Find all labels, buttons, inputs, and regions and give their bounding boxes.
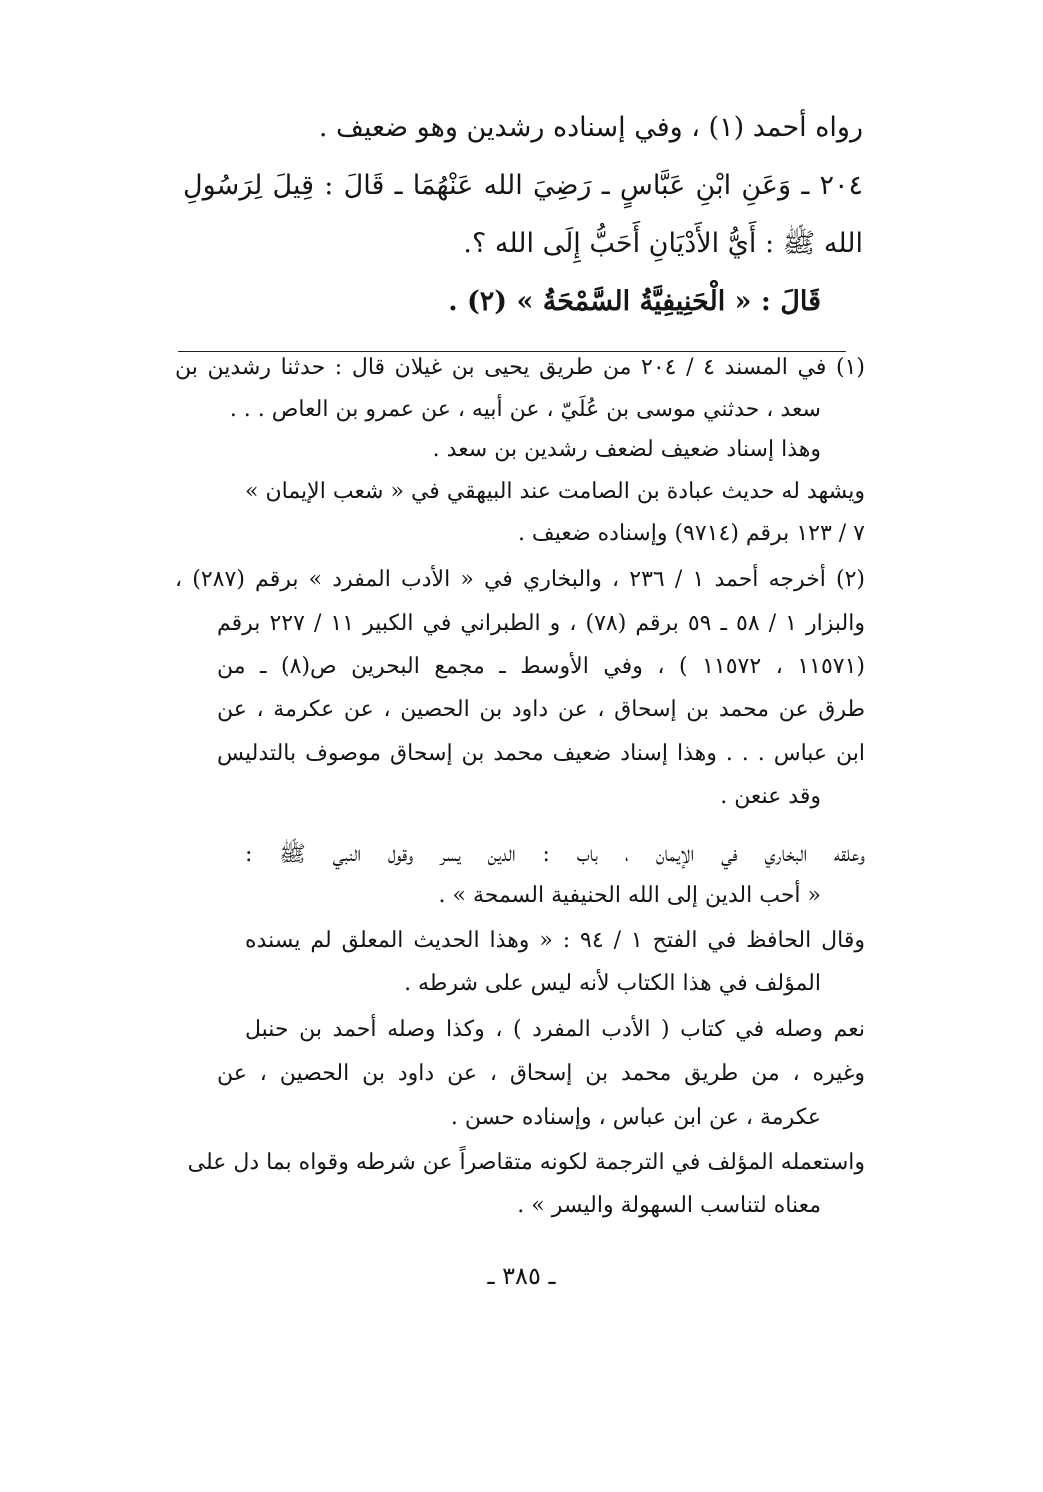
footnote-2-line-5: ابن عباس . . . وهذا إسناد ضعيف محمد بن إسحاق موصوف بالتدليس: [217, 741, 865, 766]
footnote-2-line-15: معناه لتناسب السهولة واليسر » .: [517, 1193, 821, 1218]
footnote-2-line-13: عكرمة ، عن ابن عباس ، وإسناده حسن .: [450, 1105, 821, 1130]
footnote-1-line-1: (١) في المسند ٤ / ٢٠٤ من طريق يحيى بن غيلان قال : حدثنا رشدين بن: [175, 355, 865, 380]
footnote-2-line-9: وقال الحافظ في الفتح ١ / ٩٤ : « وهذا الحديث المعلق لم يسنده: [245, 928, 865, 953]
hadith-204-line-2: الله ﷺ : أَيُّ الأَدْيَانِ أَحَبُّ إِلَى الله ؟.: [463, 228, 863, 259]
footnote-2-line-12: وغيره ، من طريق محمد بن إسحاق ، عن داود بن الحصين ، عن: [217, 1061, 865, 1086]
footnote-separator: [178, 351, 846, 352]
footnote-2-line-2: والبزار ١ / ٥٨ ـ ٥٩ برقم (٧٨) ، و الطبراني في الكبير ١١ / ٢٢٧ برقم: [217, 611, 865, 636]
footnote-1-line-3: وهذا إسناد ضعيف لضعف رشدين بن سعد .: [432, 437, 821, 462]
footnote-1-line-5: ٧ / ١٢٣ برقم (٩٧١٤) وإسناده ضعيف .: [517, 521, 865, 546]
footnote-2-line-8: « أحب الدين إلى الله الحنيفية السمحة » .: [438, 883, 821, 908]
footnote-1-line-4: ويشهد له حديث عبادة بن الصامت عند البيهقي في « شعب الإيمان »: [245, 479, 865, 504]
footnote-2-line-3: (١١٥٧١ ، ١١٥٧٢ ) ، وفي الأوسط ـ مجمع البحرين ص(٨) ـ من: [217, 654, 866, 679]
hadith-204-line-3: قَالَ : « الْحَنِيفِيَّةُ السَّمْحَةُ » (٢) .: [448, 286, 821, 317]
hadith-204-line-1: ٢٠٤ ـ وَعَنِ ابْنِ عَبَّاسٍ ـ رَضِيَ الله عَنْهُمَا ـ قَالَ : قِيلَ لِرَسُولِ: [183, 170, 863, 201]
footnote-2-line-7: وعلقه البخاري في الإيمان ، باب : الدين يسر وقول النبي ﷺ :: [245, 842, 865, 867]
footnote-1-line-2: سعد ، حدثني موسى بن عُلَيّ ، عن أبيه ، عن عمرو بن العاص . . .: [229, 397, 821, 422]
footnote-2-line-6: وقد عنعن .: [720, 784, 821, 809]
footnote-2-line-11: نعم وصله في كتاب ( الأدب المفرد ) ، وكذا وصله أحمد بن حنبل: [245, 1017, 865, 1042]
footnote-2-line-1: (٢) أخرجه أحمد ١ / ٢٣٦ ، والبخاري في « الأدب المفرد » برقم (٢٨٧) ،: [175, 567, 865, 592]
footnote-2-line-14: واستعمله المؤلف في الترجمة لكونه متقاصراً عن شرطه وقواه بما دل على: [187, 1150, 865, 1175]
main-text-line-1: رواه أحمد (١) ، وفي إسناده رشدين وهو ضعيف .: [318, 112, 863, 143]
footnote-2-line-10: المؤلف في هذا الكتاب لأنه ليس على شرطه .: [404, 971, 821, 996]
footnote-2-line-4: طرق عن محمد بن إسحاق ، عن داود بن الحصين ، عن عكرمة ، عن: [217, 697, 865, 722]
page-number: ـ ٣٨٥ ـ: [487, 1262, 556, 1290]
